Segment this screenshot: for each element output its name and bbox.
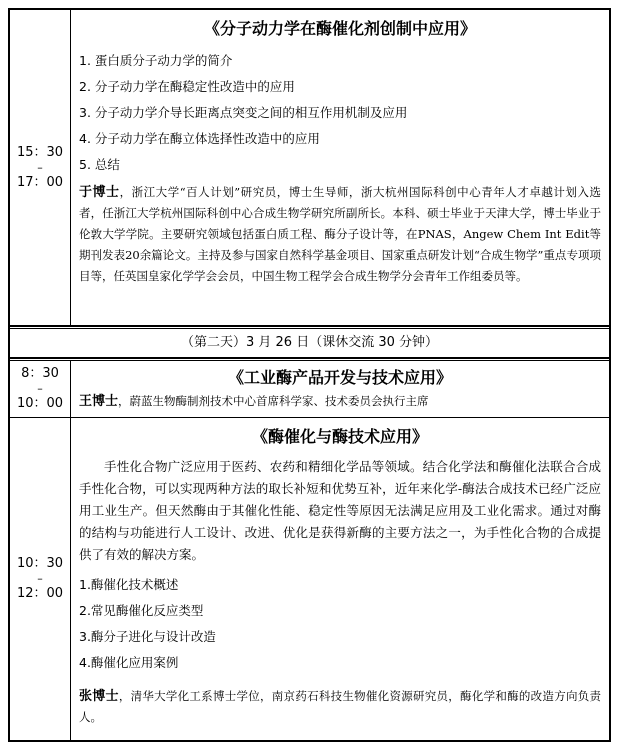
list-item: 2. 分子动力学在酶稳定性改造中的应用 (79, 79, 295, 94)
time-dash: – (37, 160, 43, 174)
speaker-description: ，浙江大学“百人计划”研究员，博士生导师，浙大杭州国际科创中心青年人才卓越计划入选者，任浙江大学杭州国际科创中心合成生物学研究所副所长。本科、硕士毕业于天津大学，博士毕业于伦敦大学学院。主要研究领域包括蛋白质工程、酶分子设计等，在PNAS，Angew Chem Int Edit等期刊发表20余篇论文。主持及参与国家自然科学基金项目、国家重点研发计划“合成生物学”重点专项项目等，任英国皇家化学学会会员，中国生物工程学会合成生物学分会青年工作组委员等。 (79, 185, 601, 283)
speaker-description: ，清华大学化工系博士学位，南京药石科技生物催化资源研究员，酶化学和酶的改造方向负责人。 (79, 689, 601, 724)
day-banner-row (10, 326, 609, 358)
speaker-name: 张博士 (79, 689, 119, 704)
speaker-name: 王博士 (79, 394, 119, 409)
list-item: 4.酶催化应用案例 (79, 655, 179, 670)
speaker-bio (79, 686, 601, 728)
time-start: 8：30 (21, 366, 59, 381)
speaker-description: ，蔚蓝生物酶制剂技术中心首席科学家、技术委员会执行主席 (118, 394, 429, 408)
topic-list (79, 48, 601, 178)
schedule-table (8, 8, 611, 742)
session-title: 《工业酶产品开发与技术应用》 (227, 368, 452, 387)
speaker-bio (79, 391, 601, 412)
list-item: 4. 分子动力学在酶立体选择性改造中的应用 (79, 131, 320, 146)
speaker-bio (79, 182, 601, 287)
time-start: 10：30 (16, 556, 64, 571)
list-item: 3.酶分子进化与设计改造 (79, 629, 216, 644)
time-cell (10, 418, 71, 740)
time-start: 15：30 (16, 144, 64, 160)
time-dash: – (37, 382, 43, 395)
session-row (10, 10, 609, 326)
session-content (71, 361, 609, 417)
session-content (71, 10, 609, 325)
session-title: 《分子动力学在酶催化剂创制中应用》 (203, 19, 476, 38)
list-item: 5. 总结 (79, 157, 120, 172)
time-dash: – (37, 572, 43, 585)
time-cell (10, 361, 71, 417)
day-banner: （第二天）3 月 26 日（课休交流 30 分钟） (180, 335, 439, 350)
list-item: 3. 分子动力学介导长距离点突变之间的相互作用机制及应用 (79, 105, 408, 120)
time-end: 17：00 (16, 174, 64, 190)
time-cell (10, 10, 71, 325)
speaker-name: 于博士 (79, 185, 120, 200)
list-item: 1. 蛋白质分子动力学的简介 (79, 53, 233, 68)
session-content (71, 418, 609, 740)
list-item: 2.常见酶催化反应类型 (79, 603, 204, 618)
topic-list (79, 572, 601, 676)
time-end: 12：00 (16, 586, 64, 601)
session-row (10, 418, 609, 740)
session-title: 《酶催化与酶技术应用》 (251, 427, 428, 446)
session-description: 手性化合物广泛应用于医药、农药和精细化学品等领域。结合化学法和酶催化法联合合成手性化合物，可以实现两种方法的取长补短和优势互补，近年来化学-酶法合成技术已经广泛应用工业生产。但天然酶由于其催化性能、稳定性等原因无法满足应用及工业化需求。通过对酶的结构与功能进行人工设计、改进、优化是获得新酶的主要方法之一，为手性化合物的合成提供了有效的解决方案。 (79, 459, 601, 562)
list-item: 1.酶催化技术概述 (79, 577, 179, 592)
session-row (10, 358, 609, 418)
time-end: 10：00 (16, 396, 64, 411)
